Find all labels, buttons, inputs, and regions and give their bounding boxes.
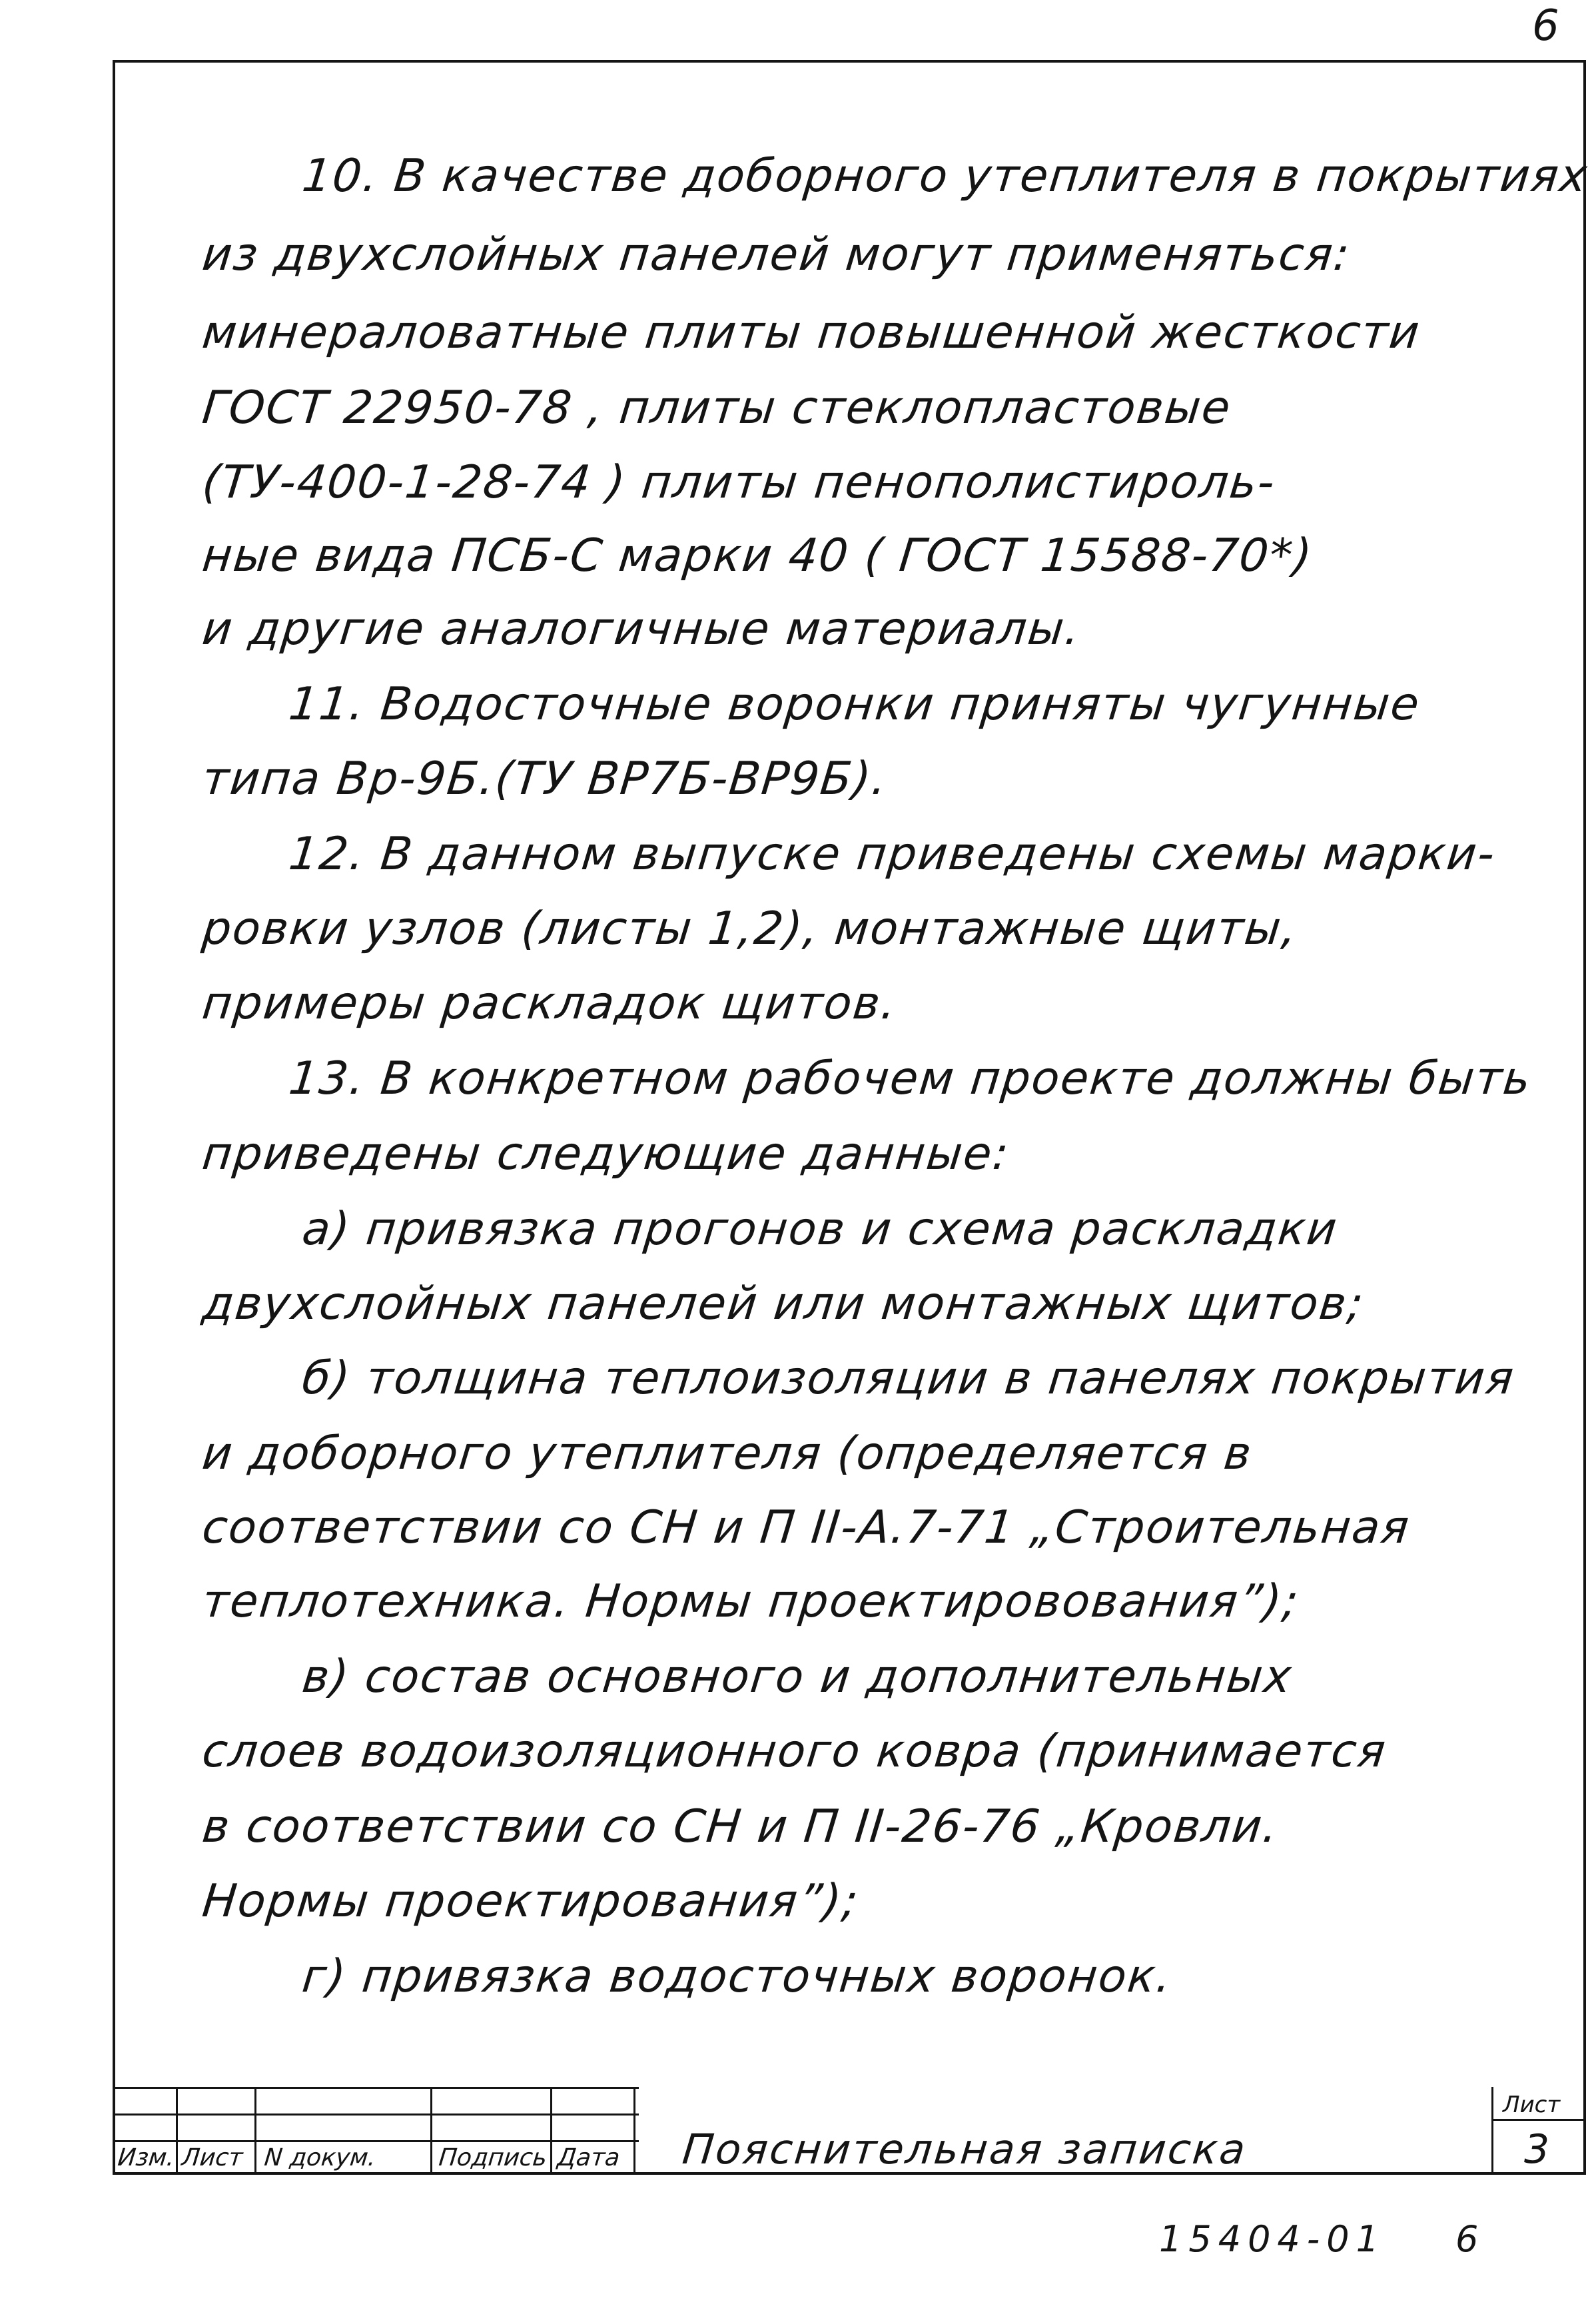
text-line: из двухслойных панелей могут применяться: <box>200 228 1354 281</box>
stamp-col-date: Дата <box>556 2144 621 2171</box>
drawing-frame <box>113 60 1586 2175</box>
text-line: ГОСТ 22950-78 , плиты стеклопластовые <box>200 382 1234 434</box>
stamp-rule <box>113 2087 639 2089</box>
text-line: примеры раскладок щитов. <box>200 977 900 1030</box>
document-code-page: 6 <box>1455 2218 1479 2260</box>
sheet-label: Лист <box>1503 2092 1561 2118</box>
text-line: типа Вр-9Б.(ТУ ВР7Б-ВР9Б). <box>200 753 891 805</box>
text-line: и доборного утеплителя (определяется в <box>200 1427 1255 1480</box>
stamp-col-sheet: Лист <box>180 2144 244 2171</box>
text-line: в соответствии со СН и П II-26-76 „Кровли. <box>200 1800 1282 1853</box>
text-line: Нормы проектирования”); <box>200 1875 862 1928</box>
stamp-rule <box>633 2087 635 2175</box>
stamp-rule <box>1491 2087 1493 2175</box>
text-line: ровки узлов (листы 1,2), монтажные щиты, <box>200 903 1301 955</box>
text-line: (ТУ-400-1-28-74 ) плиты пенополистироль- <box>200 456 1278 509</box>
stamp-col-change: Изм. <box>116 2144 176 2171</box>
text-line: слоев водоизоляционного ковра (принимается <box>200 1725 1390 1778</box>
text-line: соответствии со СН и П II-А.7-71 „Строительная <box>200 1501 1413 1554</box>
text-line: 13. В конкретном рабочем проекте должны быть <box>286 1052 1535 1105</box>
stamp-rule <box>550 2087 552 2175</box>
stamp-rule <box>113 2140 639 2142</box>
text-line: теплотехника. Нормы проектировования”); <box>200 1575 1302 1628</box>
text-line: 11. Водосточные воронки приняты чугунные <box>286 678 1423 731</box>
stamp-rule <box>254 2087 256 2175</box>
stamp-rule <box>113 2114 639 2116</box>
text-line: и другие аналогичные материалы. <box>200 603 1084 655</box>
text-line: а) привязка прогонов и схема раскладки <box>300 1203 1341 1256</box>
sheet-number: 3 <box>1524 2126 1550 2173</box>
text-line: ные вида ПСБ-С марки 40 ( ГОСТ 15588-70*) <box>200 530 1316 582</box>
document-code: 15404-01 <box>1159 2218 1386 2260</box>
text-line: 12. В данном выпуске приведены схемы марки- <box>286 828 1499 881</box>
text-line: б) толщина теплоизоляции в панелях покрытия <box>300 1352 1517 1405</box>
stamp-col-doc-number: N докум. <box>262 2144 378 2171</box>
stamp-col-signature: Подпись <box>437 2144 549 2171</box>
text-line: минераловатные плиты повышенной жесткости <box>200 306 1423 359</box>
stamp-rule <box>176 2087 178 2175</box>
stamp-rule <box>1491 2119 1586 2121</box>
corner-page-number: 6 <box>1532 1 1559 51</box>
text-line: 10. В качестве доборного утеплителя в покрытиях <box>300 150 1591 202</box>
text-line: двухслойных панелей или монтажных щитов; <box>200 1278 1367 1330</box>
text-line: г) привязка водосточных воронок. <box>300 1950 1175 2003</box>
text-line: приведены следующие данные: <box>200 1128 1012 1180</box>
text-line: в) состав основного и дополнительных <box>300 1651 1296 1703</box>
stamp-rule <box>430 2087 432 2175</box>
document-title: Пояснительная записка <box>680 2125 1250 2173</box>
